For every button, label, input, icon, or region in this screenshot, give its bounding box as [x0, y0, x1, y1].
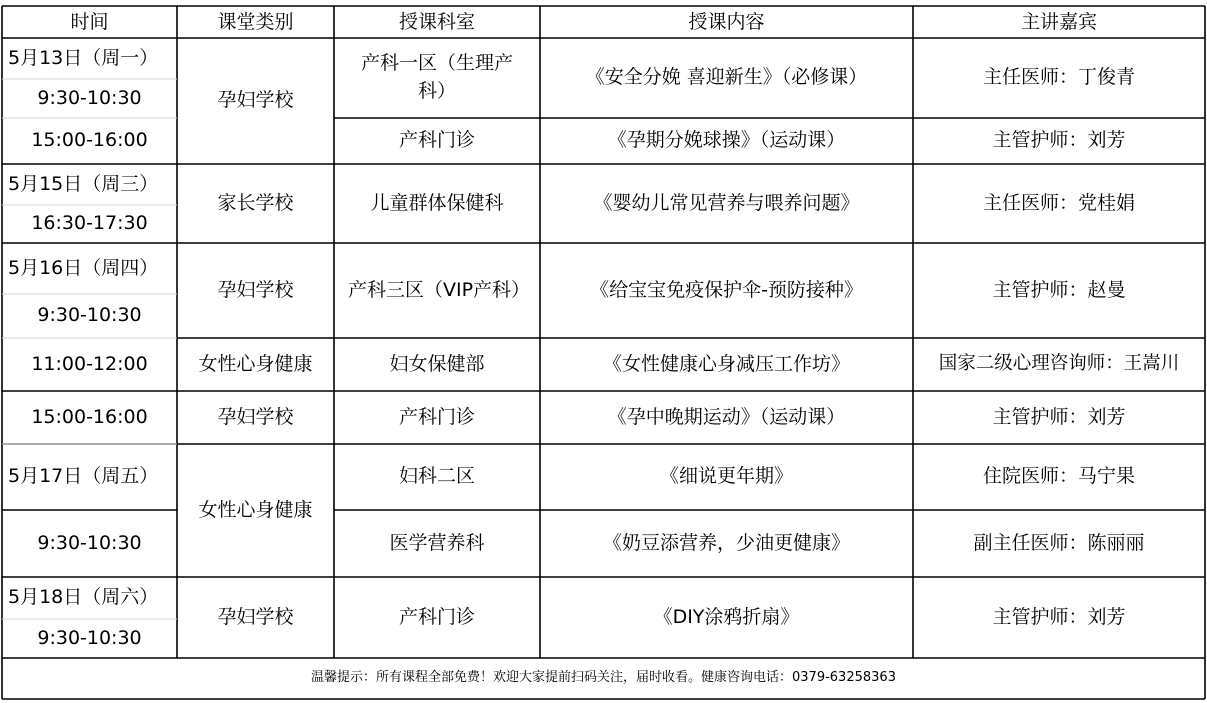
- time-slot: 11:00-12:00: [31, 352, 148, 375]
- department-cell: 儿童群体保健科: [370, 191, 504, 214]
- speaker-cell: 主任医师：党桂娟: [982, 191, 1135, 214]
- category-cell: 孕妇学校: [217, 605, 294, 628]
- course-content-cell: 《给宝宝免疫保护伞-预防接种》: [590, 278, 863, 301]
- time-slot: 9:30-10:30: [37, 86, 142, 109]
- category-cell: 女性心身健康: [198, 498, 313, 521]
- date-may-13: 5月13日（周一）: [8, 46, 159, 69]
- speaker-cell: 主管护师：刘芳: [992, 129, 1126, 152]
- category-cell: 女性心身健康: [198, 352, 313, 375]
- department-cell: 产科门诊: [398, 605, 475, 628]
- date-may-18: 5月18日（周六）: [8, 586, 159, 609]
- header-category: 课堂类别: [217, 10, 294, 33]
- speaker-cell: 副主任医师：陈丽丽: [973, 531, 1145, 554]
- department-cell: 妇科二区: [398, 465, 475, 488]
- department-cell: 医学营养科: [389, 531, 485, 554]
- department-cell: 产科门诊: [398, 129, 475, 152]
- time-slot: 9:30-10:30: [37, 531, 142, 554]
- time-slot: 16:30-17:30: [31, 212, 148, 235]
- header-time: 时间: [70, 10, 109, 33]
- speaker-cell: 主管护师：赵曼: [992, 278, 1126, 301]
- category-cell: 家长学校: [217, 191, 294, 214]
- course-content-cell: 《女性健康心身减压工作坊》: [602, 352, 850, 375]
- category-cell: 孕妇学校: [217, 89, 294, 112]
- speaker-cell: 住院医师：马宁果: [982, 465, 1135, 488]
- department-cell: 产科三区（VIP产科）: [348, 278, 531, 301]
- course-content-cell: 《DIY涂鸦折扇》: [653, 605, 800, 628]
- course-content-cell: 《孕中晚期运动》（运动课）: [607, 405, 846, 428]
- category-cell: 孕妇学校: [217, 278, 294, 301]
- time-slot: 9:30-10:30: [37, 626, 142, 649]
- course-content-cell: 《细说更年期》: [659, 465, 793, 488]
- course-content-cell: 《奶豆添营养，少油更健康》: [602, 531, 850, 554]
- category-cell: 孕妇学校: [217, 405, 294, 428]
- date-may-17: 5月17日（周五）: [8, 465, 159, 488]
- time-slot: 15:00-16:00: [31, 405, 148, 428]
- date-may-15: 5月15日（周三）: [8, 172, 159, 195]
- header-department: 授课科室: [398, 10, 475, 33]
- course-content-cell: 《婴幼儿常见营养与喂养问题》: [593, 191, 860, 214]
- speaker-cell: 主管护师：刘芳: [992, 405, 1126, 428]
- date-may-16: 5月16日（周四）: [8, 256, 159, 279]
- time-slot: 9:30-10:30: [37, 304, 142, 327]
- course-content-cell: 《安全分娩 喜迎新生》（必修课）: [585, 66, 868, 89]
- department-cell: 妇女保健部: [389, 352, 485, 375]
- department-cell: 产科门诊: [398, 405, 475, 428]
- speaker-cell: 国家二级心理咨询师：王嵩川: [938, 353, 1180, 375]
- header-speaker: 主讲嘉宾: [1020, 10, 1097, 33]
- footer-note: 温馨提示：所有课程全部免费！欢迎大家提前扫码关注，届时收看。健康咨询电话：0379-63258363: [311, 670, 896, 686]
- speaker-cell: 主任医师：丁俊青: [982, 66, 1135, 89]
- speaker-cell: 主管护师：刘芳: [992, 605, 1126, 628]
- time-slot: 15:00-16:00: [31, 129, 148, 152]
- header-content: 授课内容: [688, 10, 765, 33]
- course-content-cell: 《孕期分娩球操》（运动课）: [607, 129, 846, 152]
- department-cell: 产科一区（生理产科）: [360, 52, 513, 102]
